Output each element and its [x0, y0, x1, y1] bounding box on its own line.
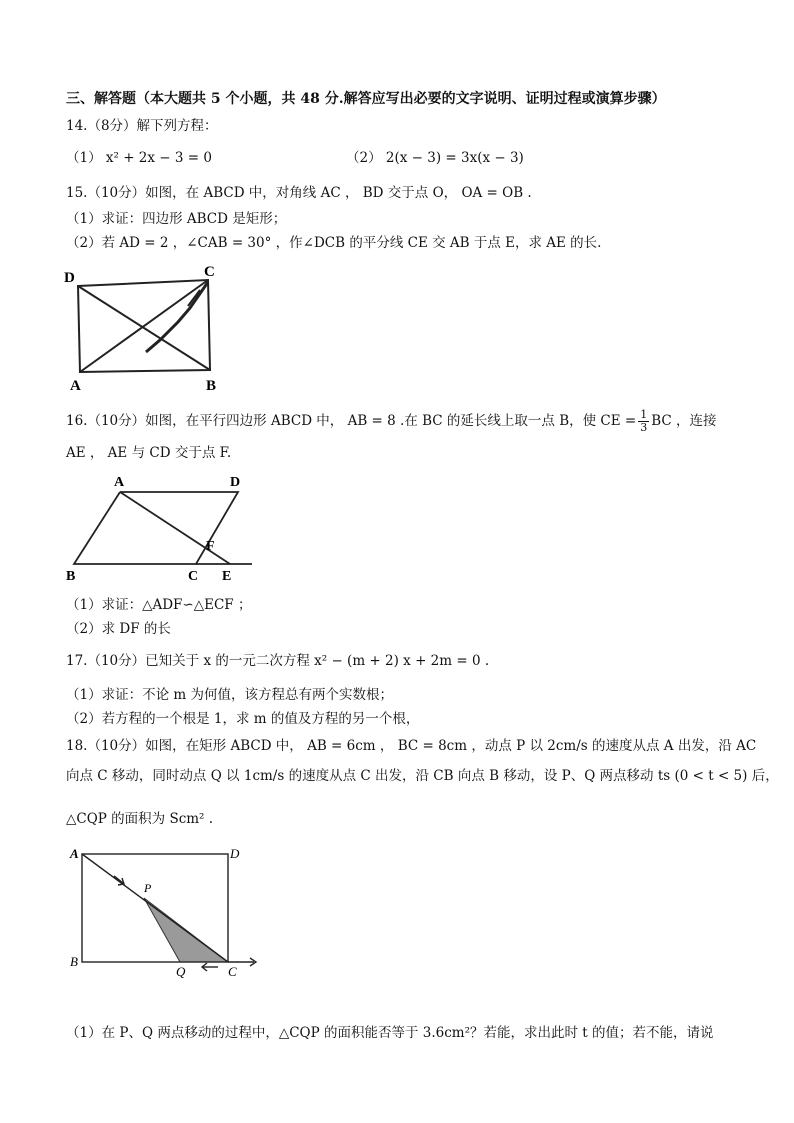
q15-part1: （1）求证：四边形 ABCD 是矩形；: [66, 211, 287, 227]
q16-label-b: B: [66, 569, 76, 584]
q16-stem-before: 16.（10分）如图，在平行四边形 ABCD 中， AB = 8 .在 BC 的延长线上取一点 B，使 CE =: [66, 413, 637, 429]
q16-label-a: A: [114, 475, 125, 490]
q18-label-a: A: [70, 846, 79, 861]
q14-part2: （2） 2(x − 3) = 3x(x − 3): [346, 150, 524, 166]
q18-label-b: B: [70, 954, 78, 969]
q18-diagonal-ac: [82, 854, 228, 962]
q18-label-p: P: [144, 881, 152, 895]
q15-rectangle-figure: [60, 260, 230, 395]
q18-label-c: C: [228, 964, 237, 979]
q15-label-d: D: [64, 270, 75, 286]
q17-stem: 17.（10分）已知关于 x 的一元二次方程 x² − (m + 2) x + 2m = 0 .: [66, 653, 490, 669]
q16-label-c: C: [188, 569, 199, 584]
q16-frac-den: 3: [640, 421, 648, 434]
q18-label-q: Q: [176, 964, 186, 979]
q15-label-a: A: [70, 378, 81, 394]
q16-stem-after: BC ，连接: [651, 413, 717, 429]
q16-stem-line2: AE ， AE 与 CD 交于点 F.: [66, 445, 232, 461]
q16-fraction: [638, 409, 649, 434]
q14-stem: 14.（8分）解下列方程：: [66, 118, 218, 134]
q17-part2: （2）若方程的一个根是 1，求 m 的值及方程的另一个根，: [66, 711, 420, 727]
section-heading: 三、解答题（本大题共 5 个小题，共 48 分.解答应写出必要的文字说明、证明过程或演算步骤）: [66, 91, 666, 107]
q16-part2: （2）求 DF 的长: [66, 621, 171, 637]
q18-label-d: D: [230, 846, 240, 861]
q16-parallelogram-figure: [62, 470, 262, 585]
q15-diagonal-bd: [78, 286, 210, 370]
q15-part2: （2）若 AD = 2 ，∠CAB = 30° ，作∠DCB 的平分线 CE 交 AB 于点 E，求 AE 的长.: [66, 235, 602, 251]
q15-stem: 15.（10分）如图，在 ABCD 中，对角线 AC ， BD 交于点 O， OA = OB .: [66, 185, 532, 201]
q18-stem-line2: 向点 C 移动，同时动点 Q 以 1cm/s 的速度从点 C 出发，沿 CB 向点 B 移动，设 P、Q 两点移动 ts (0 < t < 5) 后，: [66, 768, 779, 784]
q15-label-b: B: [206, 378, 217, 394]
q18-stem-line1: 18.（10分）如图，在矩形 ABCD 中， AB = 6cm ， BC = 8cm ，动点 P 以 2cm/s 的速度从点 A 出发，沿 AC: [66, 738, 757, 754]
q16-label-f: F: [206, 539, 215, 554]
q16-frac-num: 1: [640, 408, 648, 421]
q15-label-c: C: [204, 264, 215, 280]
q16-label-d: D: [230, 475, 241, 490]
q16-label-e: E: [222, 569, 232, 584]
q18-stem-line3: △CQP 的面积为 Scm² .: [66, 811, 214, 827]
q18-part1: （1）在 P、Q 两点移动的过程中，△CQP 的面积能否等于 3.6cm²？若能，求出此时 t 的值；若不能，请说: [66, 1025, 714, 1041]
q18-rectangle-figure: [62, 840, 262, 980]
q16-part1: （1）求证：△ADF∽△ECF ；: [66, 597, 252, 613]
q15-diagonal-ac: [80, 280, 208, 372]
q16-stem-line1: [66, 408, 717, 434]
q17-part1: （1）求证：不论 m 为何值，该方程总有两个实数根；: [66, 687, 393, 703]
q14-part1: （1） x² + 2x − 3 = 0: [66, 150, 212, 166]
